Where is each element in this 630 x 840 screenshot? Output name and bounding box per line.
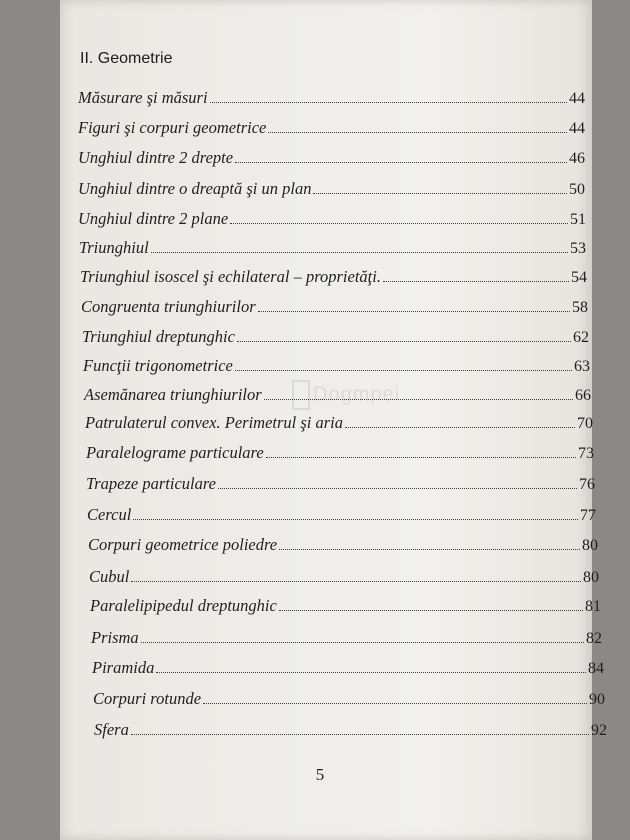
toc-leader-dots [279,549,580,550]
toc-leader-dots [266,457,576,458]
toc-entry-page: 84 [588,660,604,677]
toc-entry-title: Triunghiul isoscel şi echilateral – proprietăţi. [80,267,381,286]
toc-leader-dots [230,223,568,224]
toc-entry-page: 44 [569,120,585,137]
toc-entry-title: Figuri şi corpuri geometrice [78,118,267,137]
toc-entry-page: 81 [585,598,601,615]
toc-entry-page: 46 [569,150,585,167]
toc-entry-title: Prisma [91,628,139,647]
toc-leader-dots [279,610,583,611]
book-page [60,0,607,840]
toc-entry-title: Congruenta triunghiurilor [81,297,256,316]
toc-leader-dots [268,132,567,133]
toc-leader-dots [258,311,570,312]
toc-entry-page: 76 [579,476,595,493]
toc-entry-title: Paralelipipedul dreptunghic [90,596,277,615]
toc-entry [78,88,585,108]
toc-leader-dots [156,672,586,673]
toc-leader-dots [218,488,577,489]
toc-entry [79,238,586,258]
toc-entry-page: 80 [583,569,599,586]
toc-entry-title: Cubul [89,567,130,586]
toc-entry [88,535,598,555]
toc-entry [93,689,605,709]
toc-entry [78,209,586,229]
toc-entry [82,327,589,347]
toc-entry [89,567,599,587]
toc-entry-page: 73 [578,445,594,462]
toc-entry [94,720,607,740]
toc-entry-title: Cercul [87,505,132,524]
section-title: II. Geometrie [80,50,173,67]
toc-entry [80,267,587,287]
toc-entry-title: Paralelograme particulare [86,443,264,462]
toc-entry-page: 77 [580,507,596,524]
toc-leader-dots [210,102,567,103]
toc-entry [84,385,591,405]
toc-entry-page: 51 [570,211,586,228]
page-number: 5 [315,765,325,784]
toc-entry-page: 82 [586,630,602,647]
toc-entry-title: Triunghiul dreptunghic [82,327,235,346]
toc-entry-title: Piramida [92,658,155,677]
toc-entry-page: 80 [582,537,598,554]
toc-entry-title: Trapeze particulare [86,474,217,493]
toc-leader-dots [383,281,569,282]
toc-entry [78,148,585,168]
toc-entry-title: Asemănarea triunghiurilor [84,385,262,404]
toc-entry-page: 58 [572,299,588,316]
toc-leader-dots [203,703,587,704]
toc-entry-page: 70 [577,415,593,432]
watermark-text: Dogmpei [313,383,401,406]
toc-entry-title: Unghiul dintre o dreaptă şi un plan [78,179,312,198]
toc-entry-page: 44 [569,90,585,107]
toc-entry [83,356,590,376]
toc-entry [81,297,588,317]
toc-entry-title: Corpuri rotunde [93,689,202,708]
toc-entry-title: Sfera [94,720,129,739]
toc-entry [86,443,594,463]
toc-entry-title: Unghiul dintre 2 plane [78,209,229,228]
toc-entry-title: Patrulaterul convex. Perimetrul şi aria [85,413,343,432]
toc-leader-dots [237,341,571,342]
table-of-contents [60,0,607,840]
toc-leader-dots [235,370,572,371]
toc-entry-title: Funcţii trigonometrice [83,356,233,375]
toc-entry [78,179,585,199]
toc-entry [90,596,601,616]
toc-entry-page: 62 [573,329,589,346]
toc-entry [87,505,596,525]
toc-leader-dots [151,252,568,253]
toc-entry-title: Măsurare şi măsuri [78,88,208,107]
toc-leader-dots [345,427,575,428]
toc-entry-title: Triunghiul [79,238,149,257]
toc-leader-dots [264,399,573,400]
toc-leader-dots [141,642,584,643]
toc-leader-dots [131,734,589,735]
toc-leader-dots [235,162,567,163]
toc-entry-page: 90 [589,691,605,708]
toc-leader-dots [131,581,581,582]
toc-entry-page: 53 [570,240,586,257]
toc-entry [86,474,595,494]
toc-entry [91,628,602,648]
toc-entry-title: Corpuri geometrice poliedre [88,535,278,554]
toc-entry [92,658,604,678]
toc-entry-page: 92 [591,722,607,739]
toc-entry-page: 50 [569,181,585,198]
toc-leader-dots [133,519,578,520]
toc-entry-page: 54 [571,269,587,286]
toc-entry [85,413,593,433]
toc-entry [78,118,585,138]
toc-entry-title: Unghiul dintre 2 drepte [78,148,234,167]
toc-entry-page: 66 [575,387,591,404]
toc-leader-dots [313,193,567,194]
toc-entry-page: 63 [574,358,590,375]
